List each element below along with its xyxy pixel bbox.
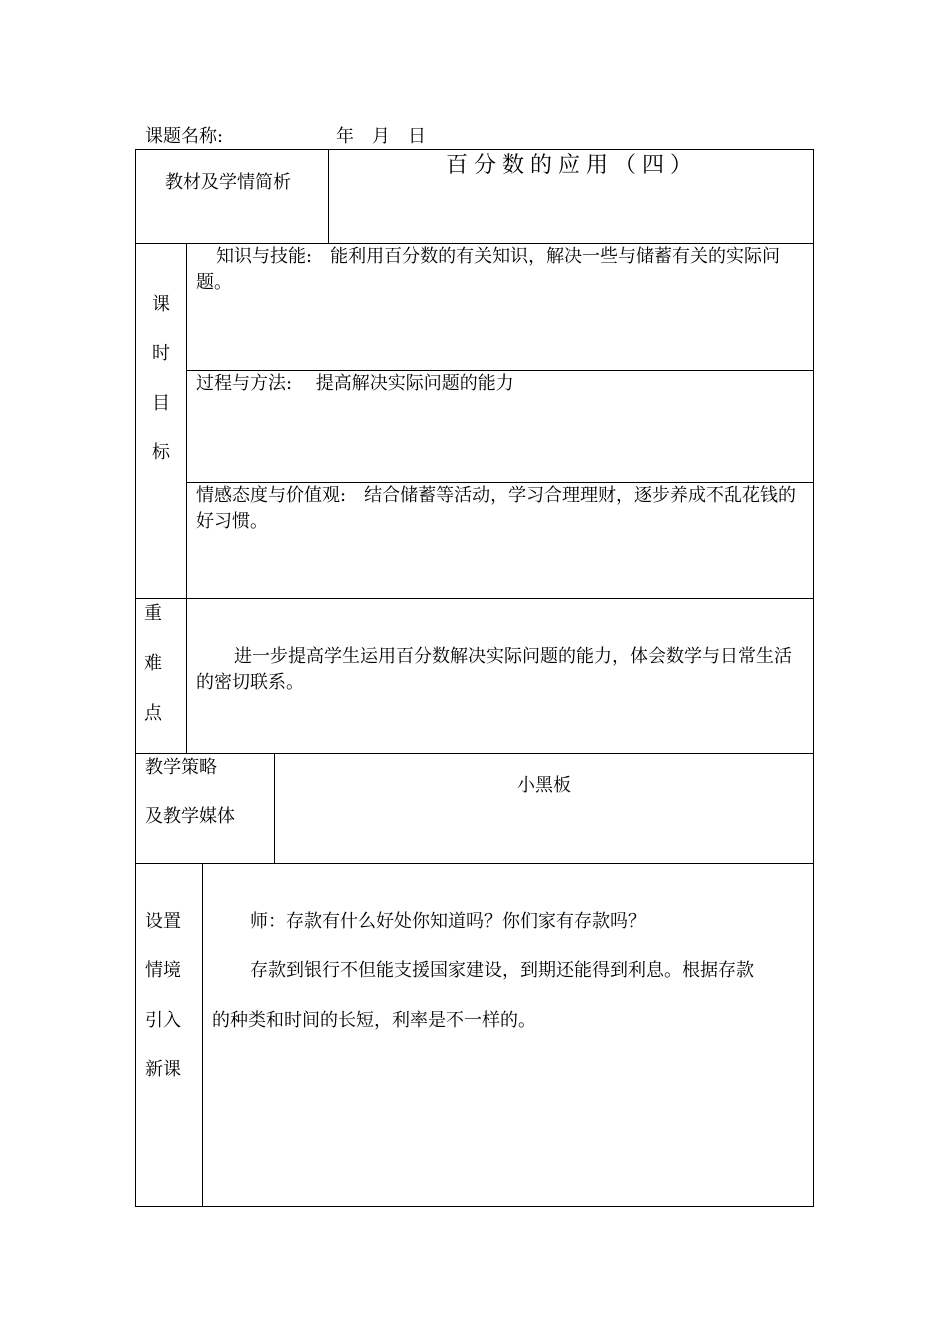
intro-paragraph-1: 师：存款有什么好处你知道吗？你们家有存款吗？: [250, 911, 646, 932]
col-divider: [202, 863, 203, 1207]
table-border-right: [813, 149, 814, 1207]
objectives-label-char: 时: [152, 343, 170, 364]
strategy-label-line2: 及教学媒体: [145, 806, 235, 827]
row-divider: [135, 753, 814, 754]
knowledge-skills-objective: 知识与技能: 能利用百分数的有关知识，解决一些与储蓄有关的实际问题。: [196, 246, 781, 293]
teaching-media: 小黑板: [517, 775, 571, 796]
row-divider: [135, 598, 814, 599]
col-divider: [274, 753, 275, 864]
key-points-label-char: 重: [144, 603, 162, 624]
strategy-label-line1: 教学策略: [145, 757, 217, 778]
analysis-label: 教材及学情简析: [165, 172, 291, 193]
process-method-objective: 过程与方法: 提高解决实际问题的能力: [196, 373, 514, 394]
intro-paragraph-2-line2: 的种类和时间的长短，利率是不一样的。: [212, 1010, 536, 1031]
intro-label-line: 设置: [145, 911, 181, 932]
intro-label-line: 引入: [145, 1010, 181, 1031]
objectives-label-char: 标: [152, 442, 170, 463]
date-label: 年 月 日: [336, 126, 426, 147]
key-points-content: 进一步提高学生运用百分数解决实际问题的能力，体会数学与日常生活的密切联系。: [196, 646, 792, 693]
objectives-label-char: 目: [152, 393, 170, 414]
col-divider: [328, 149, 329, 244]
intro-label-line: 情境: [145, 960, 181, 981]
table-border-bottom: [135, 1206, 814, 1207]
topic-name-label: 课题名称:: [145, 126, 224, 147]
col-divider: [186, 243, 187, 754]
objectives-label-char: 课: [152, 294, 170, 315]
key-points-label-char: 难: [144, 653, 162, 674]
key-points-label-char: 点: [144, 703, 162, 724]
emotion-values-objective: 情感态度与价值观: 结合储蓄等活动，学习合理理财，逐步养成不乱花钱的好习惯。: [196, 485, 797, 532]
table-border-left: [135, 149, 136, 1207]
intro-paragraph-2-line1: 存款到银行不但能支援国家建设，到期还能得到利息。根据存款: [250, 960, 754, 981]
intro-label-line: 新课: [145, 1059, 181, 1080]
row-divider: [135, 863, 814, 864]
lesson-title: 百分数的应用（四）: [446, 153, 699, 178]
